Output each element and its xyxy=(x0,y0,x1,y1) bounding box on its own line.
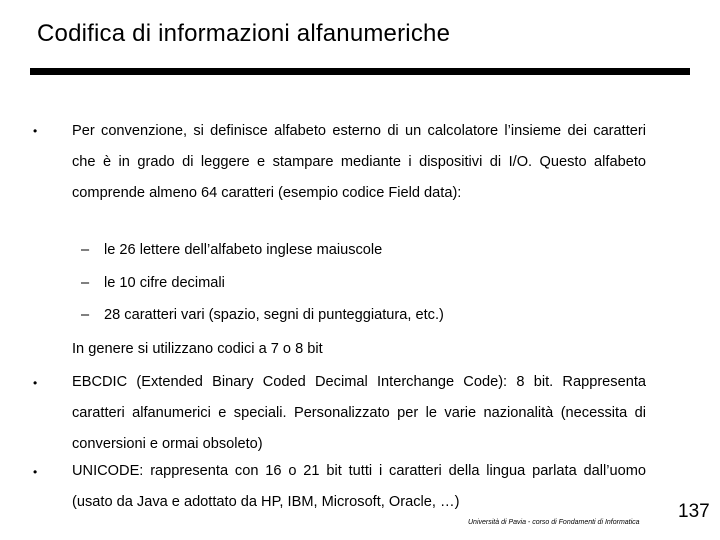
bullet-marker: • xyxy=(33,376,38,390)
bullet-3-text: UNICODE: rappresenta con 16 o 21 bit tutti i caratteri della lingua parlata dall’uomo (usato da Java e adottato da HP, IBM, Microsoft, Oracle, …) xyxy=(72,463,646,510)
page-number: 137 xyxy=(678,501,710,522)
dash-marker: – xyxy=(81,275,90,291)
dash-marker: – xyxy=(81,307,90,323)
slide-title: Codifica di informazioni alfanumeriche xyxy=(37,20,451,47)
bullet-1-note: In genere si utilizzano codici a 7 o 8 bit xyxy=(72,341,323,357)
bullet-1-text: Per convenzione, si definisce alfabeto esterno di un calcolatore l’insieme dei caratteri che è in grado di leggere e stampare mediante i dispositivi di I/O. Questo alfabeto comprende almeno 64 caratteri (esempio codice Field data): xyxy=(72,123,646,201)
subitem-digits: le 10 cifre decimali xyxy=(104,275,225,291)
bullet-2-text: EBCDIC (Extended Binary Coded Decimal Interchange Code): 8 bit. Rappresenta caratteri alfanumerici e speciali. Personalizzato per le varie nazionalità (necessita di conversioni e ormai obsoleto) xyxy=(72,374,646,452)
subitem-letters: le 26 lettere dell’alfabeto inglese maiuscole xyxy=(104,242,383,258)
bullet-marker: • xyxy=(33,124,38,138)
bullet-marker: • xyxy=(33,465,38,479)
subitem-misc-chars: 28 caratteri vari (spazio, segni di punteggiatura, etc.) xyxy=(104,307,444,323)
title-divider xyxy=(30,68,690,75)
footer-text: Università di Pavia - corso di Fondamenti di Informatica xyxy=(468,519,640,526)
dash-marker: – xyxy=(81,242,90,258)
